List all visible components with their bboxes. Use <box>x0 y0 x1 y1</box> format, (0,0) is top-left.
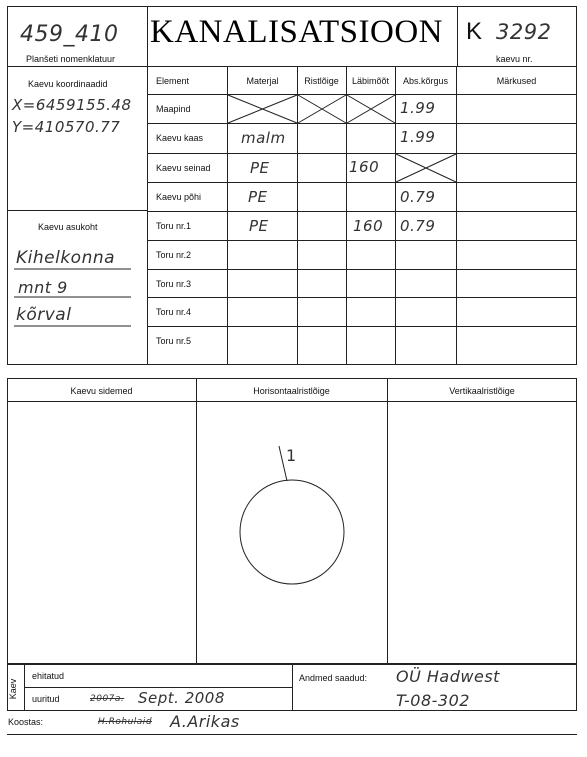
surveyed-old-value: 2007a. <box>90 694 125 704</box>
sheet-number: 459_410 <box>20 22 119 47</box>
cell-material: PE <box>248 188 268 206</box>
surveyed-label: uuritud <box>32 694 60 704</box>
header-remarks: Märkused <box>496 76 537 86</box>
header-material: Materjal <box>246 76 279 86</box>
surveyed-value: Sept. 2008 <box>138 689 225 707</box>
data-given-ref: T-08-302 <box>396 691 470 710</box>
data-given-label: Andmed saadud: <box>299 673 368 683</box>
row-element-label: Toru nr.5 <box>156 336 192 346</box>
cell-material: malm <box>241 129 286 147</box>
cell-elevation: 1.99 <box>400 128 436 146</box>
coordinates-label: Kaevu koordinaadid <box>28 79 108 89</box>
coordinate-x: X=6459155.48 <box>12 96 132 114</box>
connections-label: Kaevu sidemed <box>70 386 133 396</box>
header-element: Element <box>156 76 190 86</box>
cell-elevation: 0.79 <box>400 188 436 206</box>
location-line-3: kõrval <box>16 305 72 325</box>
footer-bottom <box>7 710 577 711</box>
well-number-value: 3292 <box>496 20 552 44</box>
pipe-marker: 1 <box>286 446 297 465</box>
location-label: Kaevu asukoht <box>38 222 98 232</box>
well-circle <box>240 480 344 584</box>
footer-right <box>576 664 577 711</box>
compiled-old-value: H.Rohulaid <box>98 717 153 727</box>
location-line-2: mnt 9 <box>18 278 68 297</box>
horizontal-section-label: Horisontaalristlõige <box>253 386 330 396</box>
footer-row-divider <box>24 687 292 688</box>
row-element-label: Toru nr.1 <box>156 221 192 231</box>
row-element-label: Maapind <box>156 104 191 114</box>
footer-compiled-bottom <box>7 734 577 735</box>
row-element-label: Toru nr.4 <box>156 307 192 317</box>
location-line-1: Kihelkonna <box>16 248 116 268</box>
row-element-label: Toru nr.2 <box>156 250 192 260</box>
compiled-label: Koostas: <box>8 717 44 727</box>
sheet-number-label: Planšeti nomenklatuur <box>26 54 116 64</box>
row-element-label: Toru nr.3 <box>156 279 192 289</box>
well-number-prefix: K <box>466 18 483 45</box>
cell-diameter: 160 <box>349 158 380 176</box>
cell-elevation: 0.79 <box>400 217 436 235</box>
row-element-label: Kaevu seinad <box>156 163 211 173</box>
footer-middle-divider <box>292 664 293 711</box>
row-element-label: Kaevu põhi <box>156 192 202 202</box>
coordinate-y: Y=410570.77 <box>12 118 121 136</box>
cell-material: PE <box>249 217 269 235</box>
cell-material: PE <box>250 159 270 177</box>
vertical-section-label: Vertikaalristlõige <box>449 386 515 396</box>
built-label: ehitatud <box>32 671 65 681</box>
data-given-company: OÜ Hadwest <box>396 667 500 686</box>
page-title: KANALISATSIOON <box>150 14 443 50</box>
row-element-label: Kaevu kaas <box>156 133 204 143</box>
well-side-label: Kaev <box>8 678 18 700</box>
header-elevation: Abs.kõrgus <box>402 76 449 86</box>
header-cross-section: Ristlõige <box>304 76 339 86</box>
cell-diameter: 160 <box>353 217 384 235</box>
well-number-label: kaevu nr. <box>496 54 533 64</box>
compiled-value: A.Arikas <box>170 712 240 731</box>
cell-elevation: 1.99 <box>400 99 436 117</box>
header-diameter: Läbimõõt <box>351 76 390 86</box>
